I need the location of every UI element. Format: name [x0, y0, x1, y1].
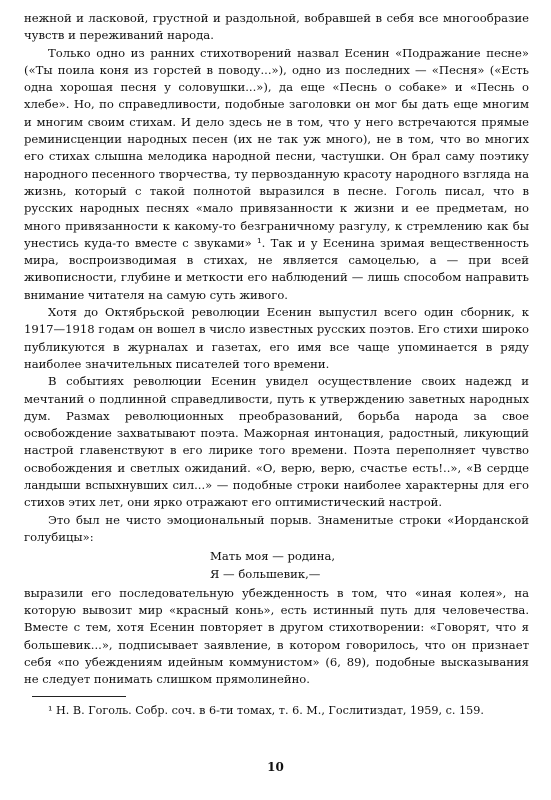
footnote-divider [32, 696, 126, 697]
page-body [24, 10, 529, 719]
paragraph-1: нежной и ласковой, грустной и раздольной, вобравшей в себя все многообразие чувств и переживаний народа. [24, 11, 529, 43]
verse-line-1: Мать моя — родина, [210, 549, 336, 564]
page-number: 10 [267, 760, 284, 774]
verse-quote [210, 548, 529, 583]
paragraph-3: Хотя до Октябрьской революции Есенин выпустил всего один сборник, к 1917—1918 годам он вошел в число известных русских поэтов. Его стихи широко публикуются в журналах и газетах, его имя все чаще упоминается в ряду наиболее значительных писателей того времени. [24, 305, 529, 371]
verse-line-2: Я — большевик,— [210, 566, 321, 581]
paragraph-after-verse: выразили его последовательную убежденность в том, что «иная колея», на которую вывозит мир «красный конь», есть истинный путь для человечества. Вместе с тем, хотя Есенин повторяет в другом стихотворении: «Говорят, что я большевик...», подписывает заявление, в котором говорилось, что он признает себя «по убеждениям идейным коммунистом» (6, 89), подобные высказывания не следует понимать слишком прямолинейно. [24, 585, 529, 687]
paragraph-4: В событиях революции Есенин увидел осуществление своих надежд и мечтаний о подлинной справедливости, путь к утверждению заветных народных дум. Размах революционных преобразований, борьба народа за свое освобождение захватывают поэта. Мажорная интонация, радостный, ликующий настрой главенствуют в его лирике того времени. Поэта переполняет чувство освобождения и светлых ожиданий. «О, верю, верю, счастье есть!..», «В сердце ландыши вспыхнувших сил...» — подобные строки наиболее характерны для его стихов этих лет, они ярко отражают его оптимистический настрой. [24, 374, 529, 510]
footnote: ¹ Н. В. Гоголь. Собр. соч. в 6-ти томах, т. 6. М., Гослитиздат, 1959, с. 159. [48, 703, 484, 717]
paragraph-2: Только одно из ранних стихотворений назвал Есенин «Подражание песне» («Ты поила коня из горстей в поводу...»), одно из последних — «Песня» («Есть одна хорошая песня у соловушки...»), да еще «Песнь о собаке» и «Песнь о хлебе». Но, по справедливости, подобные заголовки он мог бы дать еще многим и многим своим стихам. И дело здесь не в том, что у него встречаются прямые реминисценции народных песен (их не так уж много), не в том, что во многих его стихах слышна мелодика народной песни, частушки. Он брал саму поэтику народного песенного творчества, ту первозданную красоту народного взгляда на жизнь, который с такой полнотой выразился в песне. Гоголь писал, что в русских народных песнях «мало привязанности к жизни и ее предметам, но много привязанности к какому-то безграничному разгулу, к стремлению как бы унестись куда-то вместе с звуками» ¹. Так и у Есенина зримая вещественность мира, воспроизводимая в стихах, не является самоцелью, а — при всей живописности, глубине и меткости его наблюдений — лишь способом направить внимание читателя на самую суть живого. [24, 45, 529, 302]
paragraph-5: Это был не чисто эмоциональный порыв. Знаменитые строки «Иорданской голубицы»: [24, 512, 529, 544]
